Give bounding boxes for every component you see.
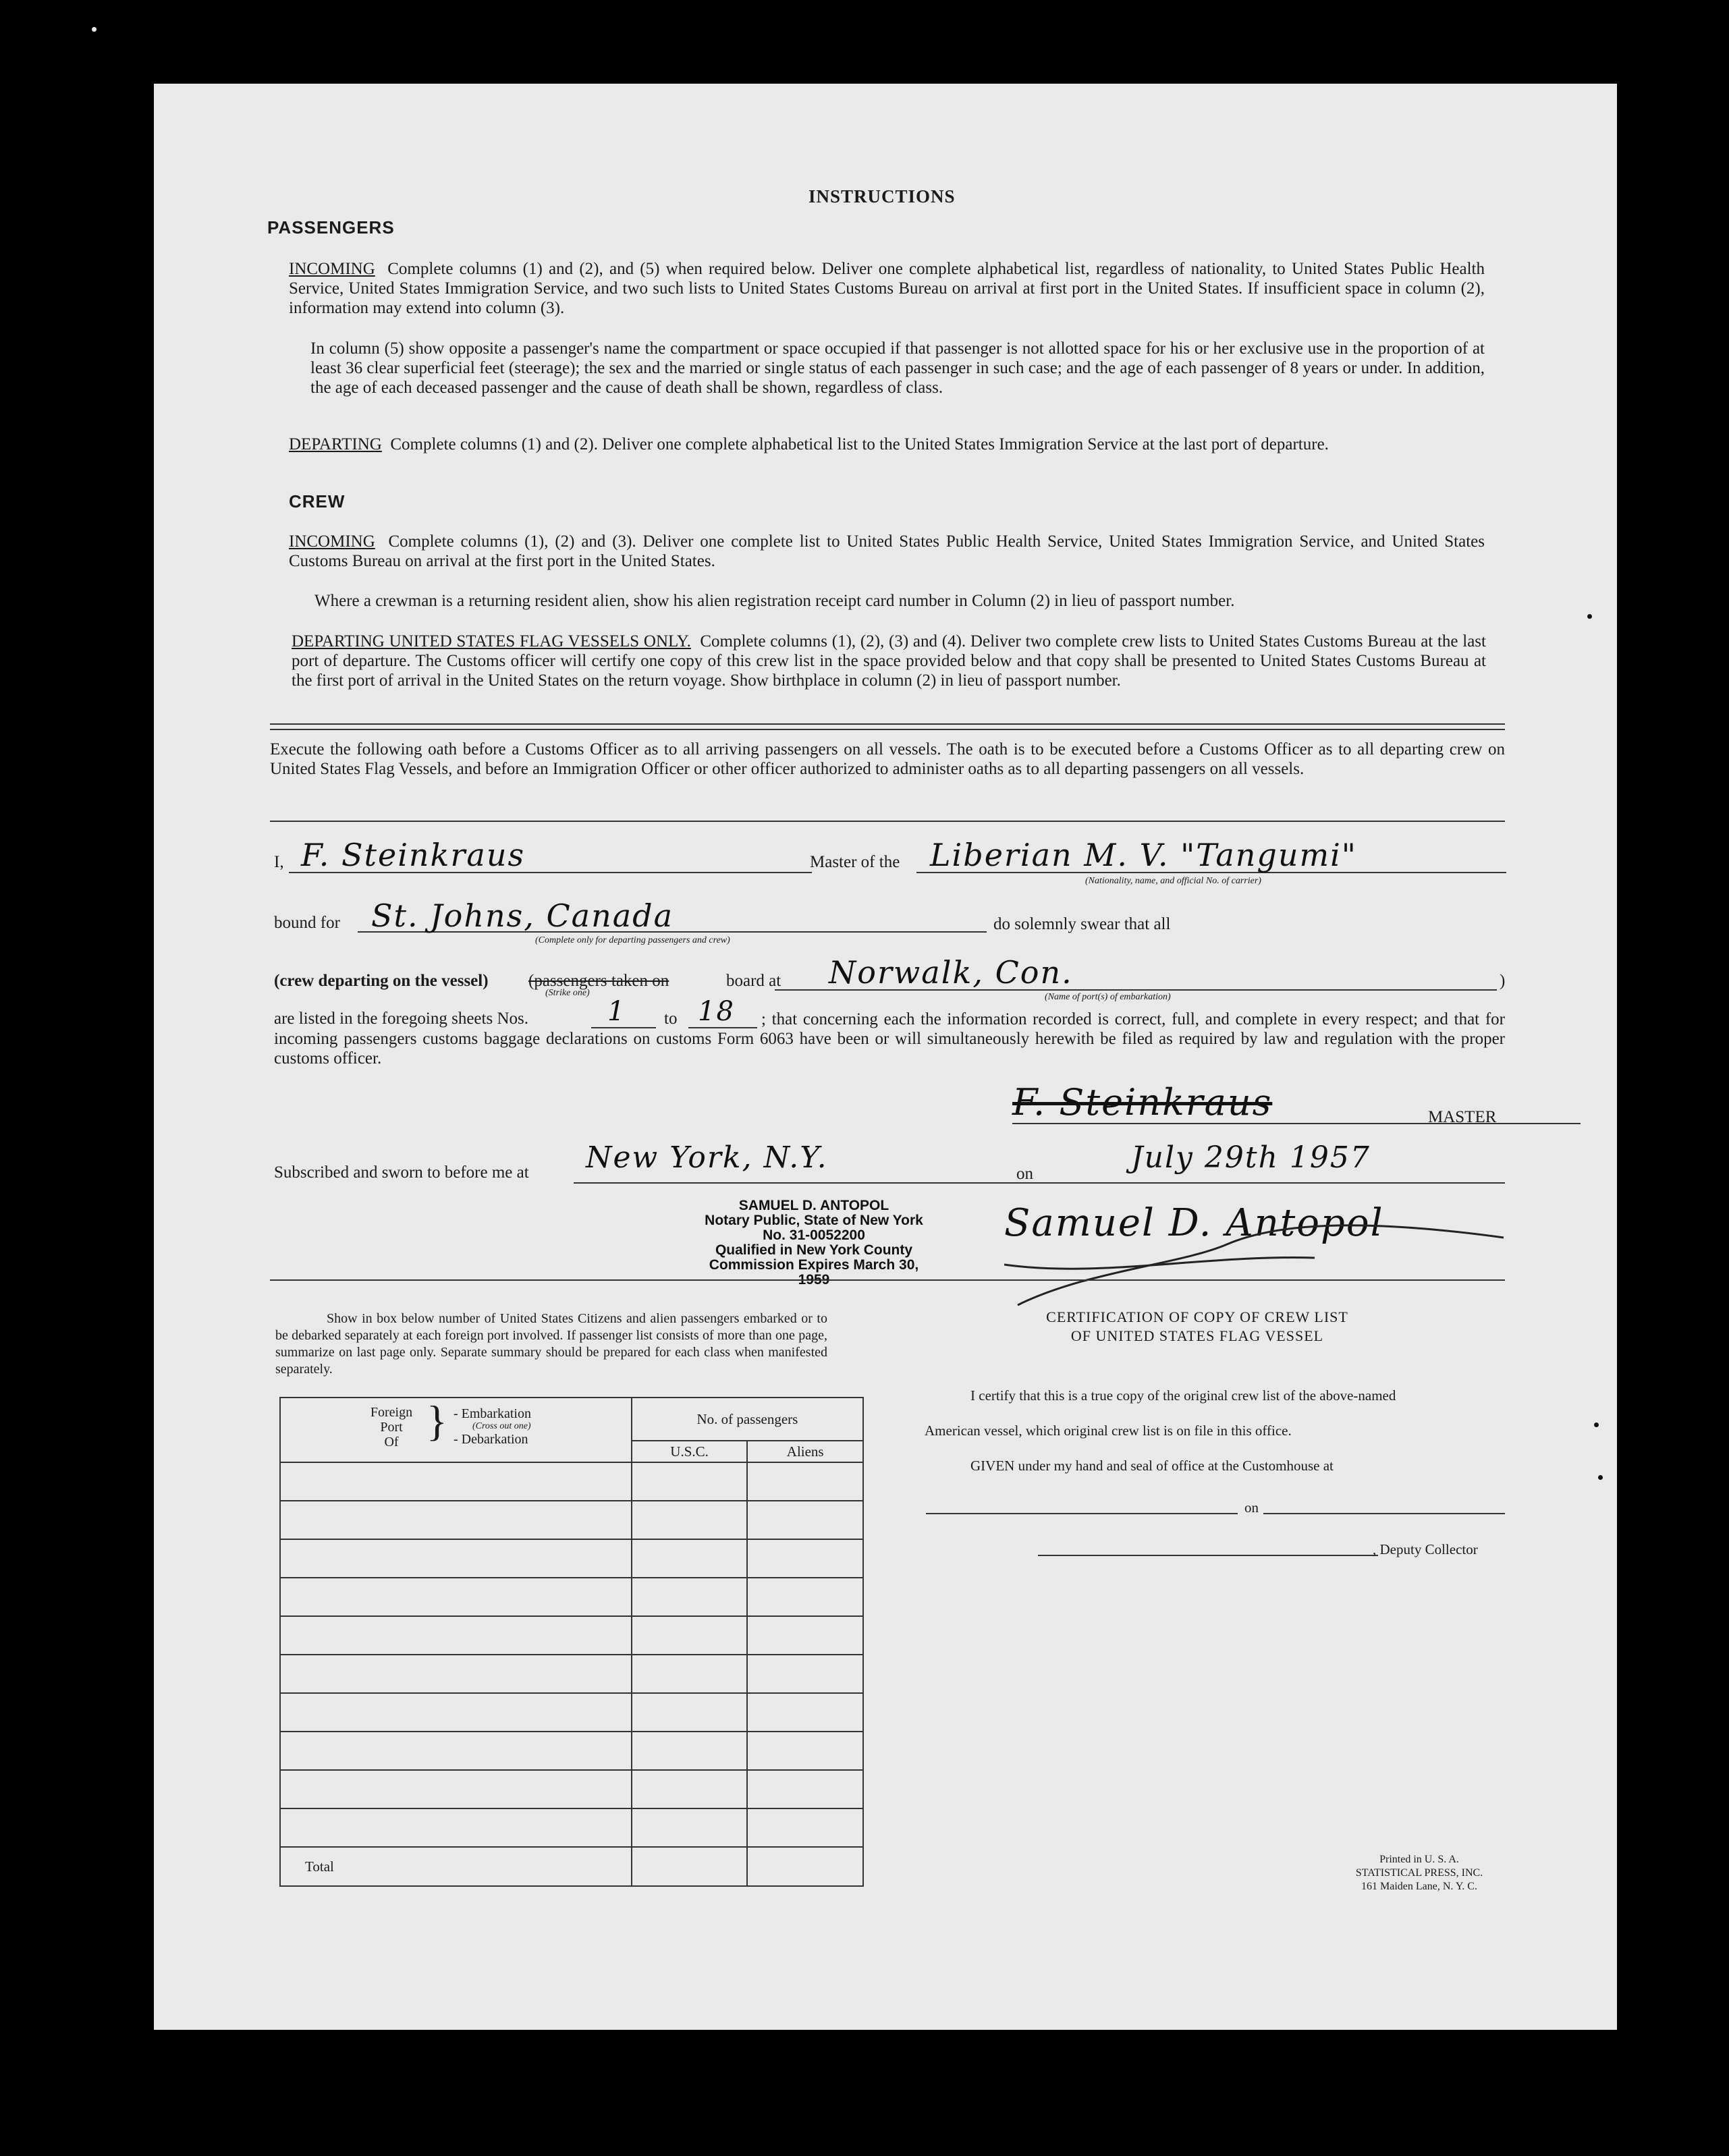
passengers-heading: PASSENGERS — [267, 217, 395, 238]
debarkation-option: - Debarkation — [454, 1432, 528, 1447]
table-row-usc — [632, 1693, 748, 1732]
sworn-place-field: New York, N.Y. — [586, 1140, 828, 1175]
certification-title-line2: OF UNITED STATES FLAG VESSEL — [1070, 1327, 1324, 1344]
passengers-departing-label: DEPARTING — [289, 435, 382, 453]
total-label: Total — [280, 1847, 632, 1886]
to-label: to — [664, 1010, 678, 1028]
port-header-cell — [280, 1398, 632, 1462]
master-of-label: Master of the — [810, 853, 900, 871]
crew-incoming-label: INCOMING — [289, 532, 375, 551]
deputy-collector-label: , Deputy Collector — [1373, 1541, 1478, 1557]
table-row-port — [280, 1808, 632, 1847]
notary-stamp-line4: Commission Expires March 30, 1959 — [709, 1257, 919, 1288]
certification-title-line1: CERTIFICATION OF COPY OF CREW LIST — [1046, 1308, 1348, 1325]
port-label-foreign: Foreign — [370, 1405, 413, 1420]
board-at-label: board at — [726, 972, 781, 990]
passengers-incoming-text: Complete columns (1) and (2), and (5) when required below. Deliver one complete alphabetical list, regardless of nationality, to United States Public Health Service, United States Immigration Service, and two such lists to United States Customs Bureau on arrival at first port in the United States. If insufficient space in column (2), information may extend into column (3). — [289, 260, 1485, 317]
passengers-incoming-label: INCOMING — [289, 260, 375, 278]
divider-rule-1 — [270, 723, 1505, 725]
subscribed-line — [574, 1182, 1505, 1184]
printer-line1: Printed in U. S. A. — [1379, 1854, 1459, 1865]
certification-title — [995, 1308, 1400, 1346]
crew-heading: CREW — [289, 491, 346, 512]
scan-speck-dark — [1598, 1475, 1603, 1480]
strike-caption: (Strike one) — [545, 988, 590, 998]
table-row-usc — [632, 1770, 748, 1808]
port-caption: (Name of port(s) of embarkation) — [1045, 992, 1171, 1002]
table-row-usc — [632, 1808, 748, 1847]
table-row-aliens — [747, 1501, 863, 1539]
table-row-aliens — [747, 1770, 863, 1808]
table-row-aliens — [747, 1539, 863, 1578]
embark-debark-labels — [454, 1406, 531, 1447]
divider-rule-2 — [270, 729, 1505, 730]
divider-rule-3 — [270, 821, 1505, 822]
table-row-aliens — [747, 1732, 863, 1770]
close-paren: ) — [1500, 972, 1506, 990]
sheet-from-field: 1 — [607, 996, 626, 1027]
oath-intro: Execute the following oath before a Customs Officer as to all arriving passengers on all vessels. The oath is to be executed before a Customs Officer as to all departing crew on United States Flag Vessels, and before an Immigration Officer or other officer authorized to administer oaths as to all departing passengers on all vessels. — [270, 740, 1505, 778]
table-row-aliens — [747, 1578, 863, 1616]
swear-label: do solemnly swear that all — [993, 915, 1171, 933]
usc-header: U.S.C. — [632, 1441, 748, 1462]
notary-stamp-name: SAMUEL D. ANTOPOL — [738, 1198, 889, 1213]
total-usc — [632, 1847, 748, 1886]
passengers-departing-text: Complete columns (1) and (2). Deliver one complete alphabetical list to the United States Immigration Service at the last port of departure. — [390, 435, 1329, 453]
printer-line3: 161 Maiden Lane, N. Y. C. — [1361, 1881, 1477, 1892]
table-row-port — [280, 1655, 632, 1693]
embarkation-option: - Embarkation — [454, 1406, 531, 1421]
passengers-departing-paragraph — [289, 435, 1485, 454]
passengers-column5-paragraph: In column (5) show opposite a passenger's name the compartment or space occupied if that passenger is not allotted space for his or her exclusive use in the proportion of at least 36 clear superficial feet (steerage); the sex and the married or single status of each passenger in such case; and the age of each passenger of 8 years or under. In addition, the age of each deceased passenger and the cause of death shall be shown, regardless of class. — [310, 339, 1485, 397]
scan-speck-dark — [1594, 1422, 1599, 1427]
certification-on-label: on — [1244, 1499, 1259, 1516]
vessel-field: Liberian M. V. "Tangumi" — [930, 837, 1357, 873]
crew-departing-oath-label: (crew departing on the vessel) — [274, 972, 489, 990]
table-row-usc — [632, 1732, 748, 1770]
notary-stamp-line2: No. 31-0052200 — [763, 1227, 865, 1243]
table-row-usc — [632, 1578, 748, 1616]
sheet-to-field: 18 — [698, 996, 735, 1027]
notary-signature-flourish — [1004, 1190, 1517, 1312]
master-name-field: F. Steinkraus — [301, 837, 526, 873]
table-row-usc — [632, 1616, 748, 1655]
table-row-port — [280, 1539, 632, 1578]
form-sheet — [154, 84, 1617, 2030]
i-label: I, — [274, 853, 284, 871]
destination-caption: (Complete only for departing passengers and crew) — [535, 935, 730, 945]
table-row-usc — [632, 1655, 748, 1693]
sworn-date-field: July 29th 1957 — [1131, 1140, 1371, 1175]
certification-date-line — [1263, 1513, 1505, 1514]
passengers-incoming-paragraph — [289, 259, 1485, 318]
crew-incoming-text: Complete columns (1), (2) and (3). Deliver one complete list to United States Public Health Service, United States Immigration Service, and United States Customs Bureau on arrival at the first port in the United States. — [289, 532, 1485, 570]
table-row-usc — [632, 1462, 748, 1501]
table-row-aliens — [747, 1655, 863, 1693]
cross-out-note: (Cross out one) — [472, 1421, 531, 1431]
printer-line2: STATISTICAL PRESS, INC. — [1355, 1867, 1483, 1879]
table-row-aliens — [747, 1616, 863, 1655]
table-row-port — [280, 1501, 632, 1539]
crew-resident-paragraph: Where a crewman is a returning resident alien, show his alien registration receipt card number in Column (2) in lieu of passport number. — [314, 592, 1235, 610]
certify-text-1: I certify that this is a true copy of the original crew list of the above-named — [970, 1387, 1396, 1404]
aliens-header: Aliens — [747, 1441, 863, 1462]
table-row-port — [280, 1693, 632, 1732]
no-of-passengers-header: No. of passengers — [632, 1398, 863, 1441]
printer-imprint — [1301, 1853, 1537, 1894]
certify-text-2: American vessel, which original crew list is on file in this office. — [925, 1422, 1292, 1439]
passenger-summary-table — [279, 1397, 864, 1887]
table-row-port — [280, 1462, 632, 1501]
table-row-port — [280, 1616, 632, 1655]
scan-speck — [92, 27, 97, 32]
oath-statement: ; that concerning each the information recorded is correct, full, and complete in every respect; and that for incoming passengers customs baggage declarations on customs Form 6063 have been or will simultaneously herewith be filed as required by law and regulation with the proper customs officer. — [274, 1010, 1505, 1068]
table-row-port — [280, 1770, 632, 1808]
master-label: MASTER — [1428, 1108, 1497, 1126]
customhouse-line — [926, 1513, 1238, 1514]
table-row-port — [280, 1732, 632, 1770]
notary-stamp-line3: Qualified in New York County — [715, 1242, 913, 1258]
deputy-collector-line — [1038, 1555, 1378, 1556]
crew-incoming-paragraph — [289, 532, 1485, 571]
instructions-title: INSTRUCTIONS — [808, 186, 956, 206]
notary-signature: Samuel D. Antopol — [1004, 1201, 1384, 1245]
bound-for-label: bound for — [274, 914, 340, 932]
passengers-taken-on-struck: (passengers taken on — [528, 972, 669, 990]
listed-label: are listed in the foregoing sheets Nos. — [274, 1010, 528, 1028]
crew-departing-text: Complete columns (1), (2), (3) and (4). Deliver two complete crew lists to United States Customs Bureau at the last port of departure. The Customs officer will certify one copy of this crew list in the space provided below and that copy shall be presented to United States Customs Bureau at the first port of arrival in the United States on the return voyage. Show birthplace in column (2) in lieu of passport number. — [292, 632, 1486, 690]
divider-rule-4 — [270, 1279, 1505, 1281]
port-label-of: Of — [384, 1435, 399, 1449]
vessel-caption: (Nationality, name, and official No. of carrier) — [1085, 876, 1261, 886]
destination-field: St. Johns, Canada — [371, 897, 674, 934]
port-field: Norwalk, Con. — [829, 954, 1073, 991]
foreign-port-of-label — [358, 1405, 425, 1449]
table-row-aliens — [747, 1462, 863, 1501]
table-row-port — [280, 1578, 632, 1616]
on-label: on — [1016, 1165, 1033, 1183]
scan-speck-dark — [1587, 614, 1592, 619]
passenger-box-instructions: Show in box below number of United States Citizens and alien passengers embarked or to be debarked separately at each foreign port involved. If passenger list consists of more than one page, summarize on last page only. Separate summary should be prepared for each class when manifested separately. — [275, 1311, 827, 1377]
table-row-aliens — [747, 1693, 863, 1732]
master-signature: F. Steinkraus — [1012, 1081, 1273, 1124]
table-row-usc — [632, 1501, 748, 1539]
notary-stamp-line1: Notary Public, State of New York — [705, 1213, 923, 1228]
subscribed-label: Subscribed and sworn to before me at — [274, 1163, 529, 1182]
crew-departing-label: DEPARTING UNITED STATES FLAG VESSELS ONLY. — [292, 632, 691, 651]
port-label-port: Port — [380, 1420, 403, 1435]
table-row-aliens — [747, 1808, 863, 1847]
brace-icon: } — [427, 1397, 447, 1445]
notary-stamp — [692, 1198, 935, 1288]
crew-departing-paragraph — [292, 632, 1486, 690]
given-text: GIVEN under my hand and seal of office at the Customhouse at — [970, 1458, 1334, 1474]
total-aliens — [747, 1847, 863, 1886]
table-row-usc — [632, 1539, 748, 1578]
